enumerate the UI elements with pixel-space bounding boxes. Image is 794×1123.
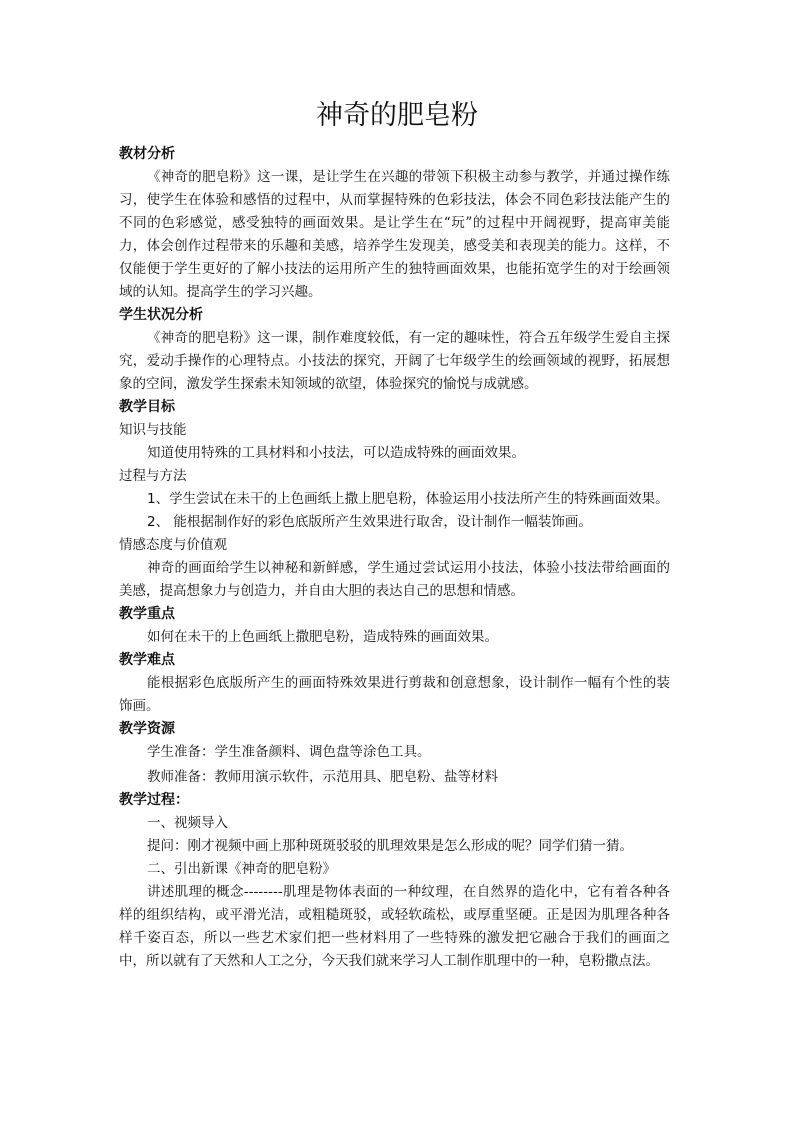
document-body (119, 143, 670, 973)
heading-key-point: 教学重点 (119, 606, 175, 622)
process-label: 过程与方法 (119, 468, 187, 484)
heading-students: 学生状况分析 (119, 307, 203, 323)
heading-goals: 教学目标 (119, 399, 175, 415)
difficulty-text: 能根据彩色底版所产生的画面特殊效果进行剪裁和创意想象，设计制作一幅有个性的装饰画。 (119, 675, 670, 714)
process-step-1: 一、视频导入 (147, 815, 228, 831)
process-item-2: 2、 能根据制作好的彩色底版所产生效果进行取舍，设计制作一幅装饰画。 (147, 514, 592, 530)
process-step-1-text: 提问：刚才视频中画上那种斑斑驳驳的肌理效果是怎么形成的呢？同学们猜一猜。 (147, 838, 633, 854)
attitude-text: 神奇的画面给学生以神秘和新鲜感，学生通过尝试运用小技法，体验小技法带给画面的美感，提高想象力与创造力，并自由大胆的表达自己的思想和情感。 (119, 560, 670, 599)
attitude-label: 情感态度与价值观 (119, 537, 227, 553)
knowledge-text: 知道使用特殊的工具材料和小技法，可以造成特殊的画面效果。 (147, 445, 525, 461)
heading-difficulty: 教学难点 (119, 652, 175, 668)
heading-process: 教学过程： (119, 792, 189, 808)
student-prep: 学生准备：学生准备颜料、调色盘等涂色工具。 (147, 744, 431, 760)
students-paragraph: 《神奇的肥皂粉》这一课，制作难度较低，有一定的趣味性，符合五年级学生爱自主探究，爱动手操作的心理特点。小技法的探究，开阔了七年级学生的绘画领域的视野，拓展想象的空间，激发学生探索未知领域的欲望，体验探究的愉悦与成就感。 (119, 330, 670, 392)
page-title: 神奇的肥皂粉 (316, 100, 478, 131)
teacher-prep: 教师准备：教师用演示软件，示范用具、肥皂粉、盐等材料 (147, 769, 498, 785)
materials-paragraph: 《神奇的肥皂粉》这一课，是让学生在兴趣的带领下积极主动参与教学，并通过操作练习，使学生在体验和感悟的过程中，从而掌握特殊的色彩技法，体会不同色彩技法能产生的不同的色彩感觉，感受独特的画面效果。是让学生在“玩”的过程中开阔视野，提高审美能力，体会创作过程带来的乐趣和美感，培养学生发现美，感受美和表现美的能力。这样，不仅能便于学生更好的了解小技法的运用所产生的独特画面效果，也能拓宽学生的对于绘画领域的认知。提高学生的学习兴趣。 (119, 169, 670, 300)
process-item-1: 1、学生尝试在未干的上色画纸上撒上肥皂粉，体验运用小技法所产生的特殊画面效果。 (147, 491, 669, 507)
key-point-text: 如何在未干的上色画纸上撒肥皂粉，造成特殊的画面效果。 (147, 629, 498, 645)
process-step-2: 二、引出新课《神奇的肥皂粉》 (147, 861, 336, 877)
process-step-2-text: 讲述肌理的概念--------肌理是物体表面的一种纹理，在自然界的造化中，它有着各种各样的组织结构，或平滑光洁，或粗糙斑驳，或轻软疏松，或厚重坚硬。正是因为肌理各种各样千姿百态，所以一些艺术家们把一些材料用了一些特殊的激发把它融合于我们的画面之中，所以就有了天然和人工之分，今天我们就来学习人工制作肌理中的一种，皂粉撒点法。 (119, 884, 670, 969)
heading-resources: 教学资源 (119, 721, 175, 737)
knowledge-label: 知识与技能 (119, 422, 187, 438)
heading-materials: 教材分析 (119, 146, 175, 162)
